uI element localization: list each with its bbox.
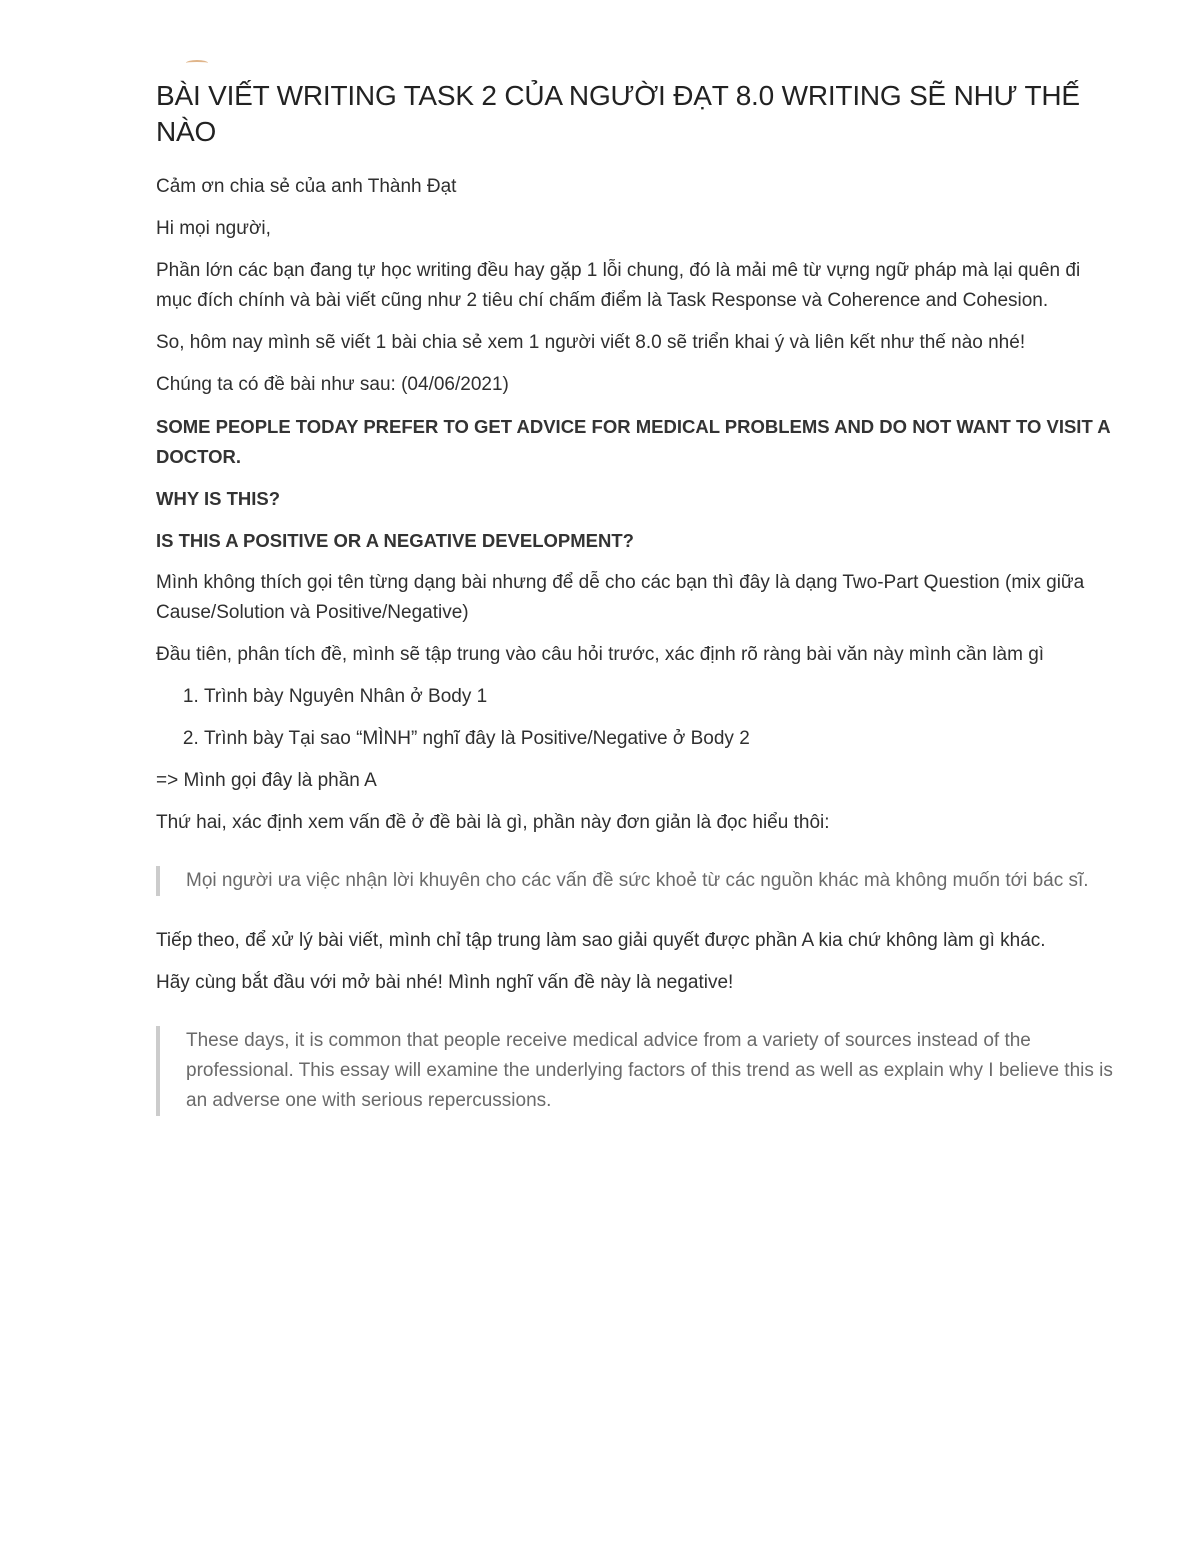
start-intro: Hãy cùng bắt đầu với mở bài nhé! Mình nghĩ vấn đề này là negative! <box>156 972 734 993</box>
prompt-question-1: WHY IS THIS? <box>156 488 281 509</box>
document-page <box>156 78 1116 1146</box>
topic-intro: Chúng ta có đề bài như sau: (04/06/2021) <box>156 374 509 395</box>
step-one: Đầu tiên, phân tích đề, mình sẽ tập trung vào câu hỏi trước, xác định rõ ràng bài văn này mình cần làm gì <box>156 644 1045 665</box>
page-title: BÀI VIẾT WRITING TASK 2 CỦA NGƯỜI ĐẠT 8.0 WRITING SẼ NHƯ THẾ NÀO <box>156 80 1080 147</box>
essay-intro-quote <box>156 1026 1116 1116</box>
purpose-paragraph: So, hôm nay mình sẽ viết 1 bài chia sẻ xem 1 người viết 8.0 sẽ triển khai ý và liên kết như thế nào nhé! <box>156 332 1026 353</box>
top-decoration <box>186 60 208 66</box>
paraphrase-quote <box>156 866 1116 896</box>
paraphrase-text: Mọi người ưa việc nhận lời khuyên cho các vấn đề sức khoẻ từ các nguồn khác mà không muốn tới bác sĩ. <box>186 870 1089 891</box>
list-item: 2. Trình bày Tại sao “MÌNH” nghĩ đây là Positive/Negative ở Body 2 <box>204 724 1116 754</box>
thanks-line: Cảm ơn chia sẻ của anh Thành Đạt <box>156 176 457 197</box>
list-item: 1. Trình bày Nguyên Nhân ở Body 1 <box>204 682 1116 712</box>
type-note: Mình không thích gọi tên từng dạng bài nhưng để dễ cho các bạn thì đây là dạng Two-Part Question (mix giữa Cause/Solution và Positive/Negative) <box>156 572 1085 623</box>
essay-intro-text: These days, it is common that people receive medical advice from a variety of sources instead of the professional. This essay will examine the underlying factors of this trend as well as explain why I believe this is an adverse one with serious repercussions. <box>186 1030 1113 1111</box>
prompt-question-2: IS THIS A POSITIVE OR A NEGATIVE DEVELOPMENT? <box>156 530 634 551</box>
prompt-statement: SOME PEOPLE TODAY PREFER TO GET ADVICE FOR MEDICAL PROBLEMS AND DO NOT WANT TO VISIT A DOCTOR. <box>156 416 1110 467</box>
step-two: Thứ hai, xác định xem vấn đề ở đề bài là gì, phần này đơn giản là đọc hiểu thôi: <box>156 812 830 833</box>
part-a-label: => Mình gọi đây là phần A <box>156 770 377 791</box>
step-three: Tiếp theo, để xử lý bài viết, mình chỉ tập trung làm sao giải quyết được phần A kia chứ không làm gì khác. <box>156 930 1046 951</box>
intro-paragraph: Phần lớn các bạn đang tự học writing đều hay gặp 1 lỗi chung, đó là mải mê từ vựng ngữ pháp mà lại quên đi mục đích chính và bài viết cũng như 2 tiêu chí chấm điểm là Task Response và Coherence and Cohesion. <box>156 260 1081 311</box>
greeting: Hi mọi người, <box>156 218 271 239</box>
task-list <box>156 682 1116 754</box>
